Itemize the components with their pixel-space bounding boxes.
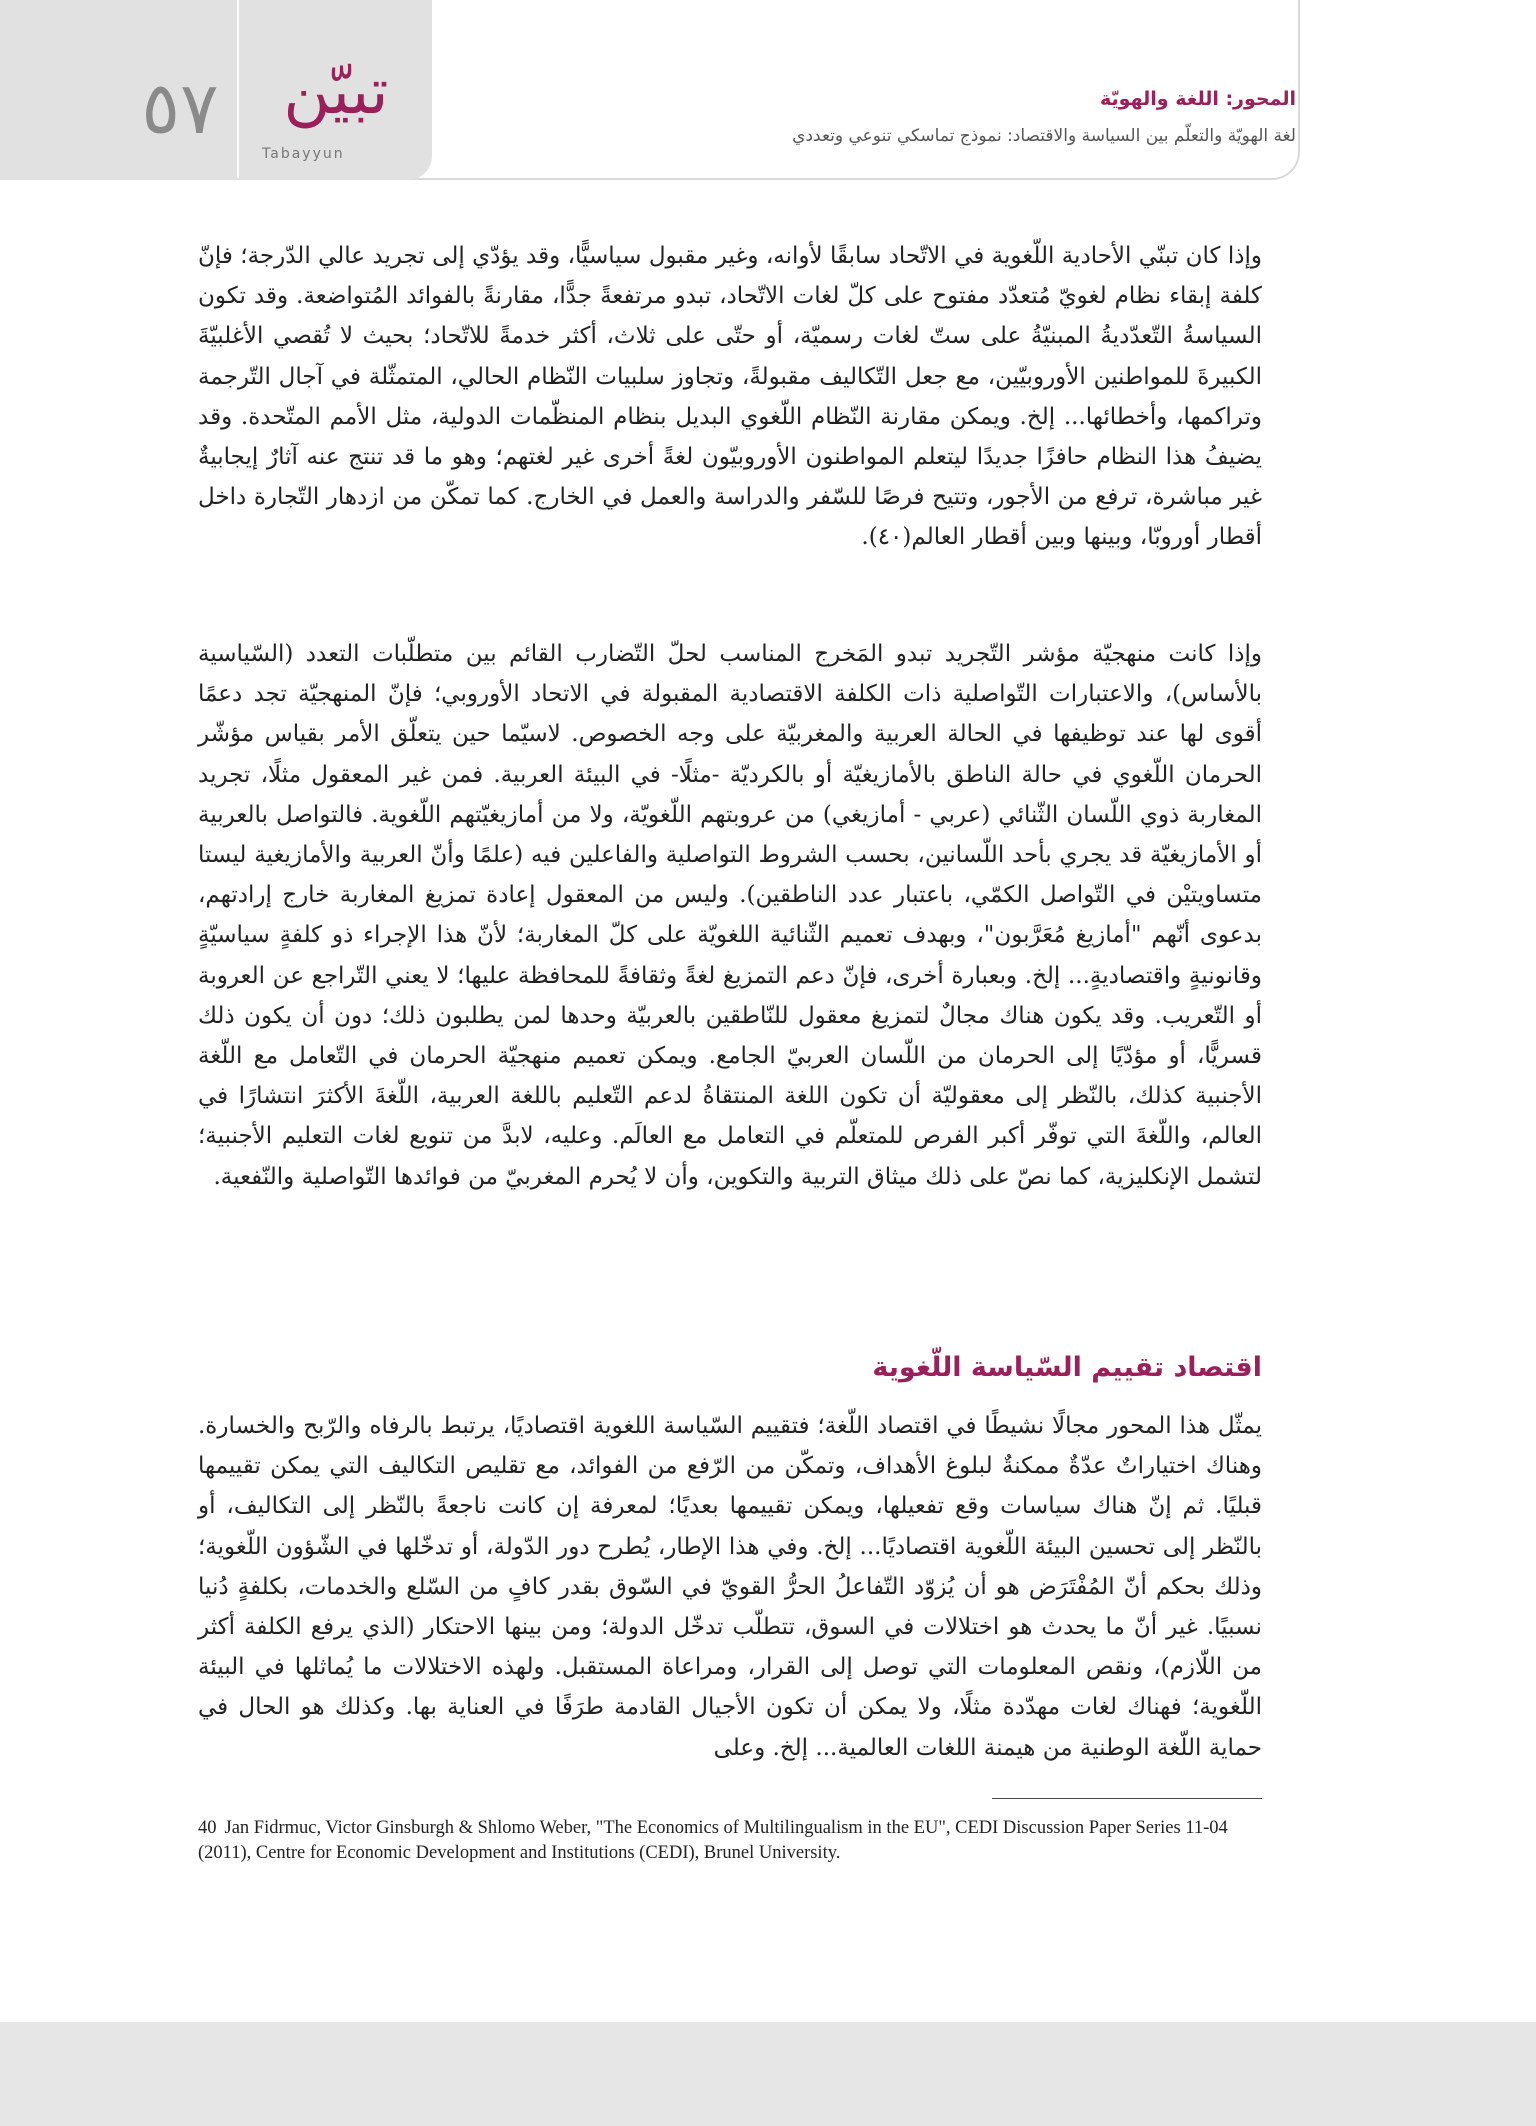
paragraph: يمثّل هذا المحور مجالًا نشيطًا في اقتصاد اللّغة؛ فتقييم السّياسة اللغوية اقتصاديًا، يرتبط بالرفاه والرّبح والخسارة. وهناك اختياراتٌ عدّةٌ ممكنةٌ لبلوغ الأهداف، وتمكّن من الرّفع من الفوائد، مع تقليص التكاليف التي يمكن تقييمها قبليًا. ثم إنّ هناك سياسات وقع تفعيلها، ويمكن تقييمها بعديًا؛ لمعرفة إن كانت ناجعةً بالنّظر إلى التكاليف، أو بالنّظر إلى تحسين البيئة اللّغوية اقتصاديًا... إلخ. وفي هذا الإطار، يُطرح دور الدّولة، أو تدخّلها في الشّؤون اللّغوية؛ وذلك بحكم أنّ المُفْتَرَض هو أن يُزوّد التّفاعلُ الحرُّ القويّ في السّوق بقدر كافٍ من السّلع والخدمات، بكلفةٍ دُنيا نسبيًا. غير أنّ ما يحدث هو اختلالات في السوق، تتطلّب تدخّل الدولة؛ ومن بينها الاحتكار (الذي يرفع الكلفة أكثر من اللّازم)، ونقص المعلومات التي توصل إلى القرار، ومراعاة المستقبل. ولهذه الاختلالات ما يُماثلها في البيئة اللّغوية؛ فهناك لغات مهدّدة مثلًا، ولا يمكن أن تكون الأجيال القادمة طرَفًا في العناية بها. وكذلك هو الحال في حماية اللّغة الوطنية من هيمنة اللغات العالمية... إلخ. وعلى bbox=[198, 1413, 1262, 1761]
paragraph: وإذا كان تبنّي الأحادية اللّغوية في الاتّحاد سابقًا لأوانه، وغير مقبول سياسيًّا، وقد يؤدّي إلى تجريد عالي الدّرجة؛ فإنّ كلفة إبقاء نظام لغويّ مُتعدّد مفتوح على كلّ لغات الاتّحاد، تبدو مرتفعةً جدًّا، مقارنةً بالفوائد المُتواضعة. وقد تكون السياسةُ التّعدّديةُ المبنيّةُ على ستّ لغات رسميّة، أو حتّى على ثلاث، أكثر خدمةً للاتّحاد؛ بحيث لا تُقصي الأغلبيّةَ الكبيرةَ للمواطنين الأوروبيّين، مع جعل التّكاليف مقبولةً، وتجاوز سلبيات النّظام الحالي، المتمثّلة في آجال التّرجمة وتراكمها، وأخطائها... إلخ. ويمكن مقارنة النّظام اللّغوي البديل بنظام المنظّمات الدولية، مثل الأمم المتّحدة. وقد يضيفُ هذا النظام حافزًا جديدًا ليتعلم المواطنون الأوروبيّون لغةً أخرى غير لغتهم؛ وهو ما قد تنتج عنه آثارٌ إيجابيةٌ غير مباشرة، ترفع من الأجور، وتتيح فرصًا للسّفر والدراسة والعمل في الخارج. كما تمكّن من ازدهار التّجارة داخل أقطار أوروبّا، وبينها وبين أقطار العالم(٤٠). bbox=[198, 243, 1262, 551]
journal-logo bbox=[256, 55, 416, 162]
article-subtitle: لغة الهويّة والتعلّم بين السياسة والاقتصاد: نموذج تماسكي تنوعي وتعددي bbox=[792, 126, 1296, 146]
footnote bbox=[198, 1816, 1262, 1866]
header-divider bbox=[237, 0, 239, 178]
page-bottom-band bbox=[0, 2022, 1536, 2126]
axis-title: المحور: اللغة والهويّة bbox=[1100, 88, 1296, 110]
logo-arabic-text: تبيّن bbox=[283, 55, 389, 129]
footnote-number: 40 bbox=[198, 1818, 217, 1838]
footnote-divider bbox=[992, 1798, 1262, 1799]
paragraph: وإذا كانت منهجيّة مؤشر التّجريد تبدو المَخرج المناسب لحلّ التّضارب القائم بين متطلّبات التعدد (السّياسية بالأساس)، والاعتبارات التّواصلية ذات الكلفة الاقتصادية المقبولة في الاتحاد الأوروبي؛ فإنّ المنهجيّة تجد دعمًا أقوى لها عند توظيفها في الحالة العربية والمغربيّة على وجه الخصوص. لاسيّما حين يتعلّق الأمر بقياس مؤشّر الحرمان اللّغوي في حالة الناطق بالأمازيغيّة أو بالكرديّة -مثلًا- في البيئة العربية. فمن غير المعقول مثلًا، تجريد المغاربة ذوي اللّسان الثّنائي (عربي - أمازيغي) من عروبتهم اللّغويّة، ولا من أمازيغيّتهم اللّغوية. فالتواصل بالعربية أو الأمازيغيّة قد يجري بأحد اللّسانين، بحسب الشروط التواصلية والفاعلين فيه (علمًا وأنّ العربية والأمازيغية ليستا متساويتيْن في التّواصل الكمّي، باعتبار عدد الناطقين). وليس من المعقول إعادة تمزيغ المغاربة خارج إرادتهم، بدعوى أنّهم "أمازيغ مُعَرَّبون"، وبهدف تعميم الثّنائية اللغويّة على كلّ المغاربة؛ لأنّ هذا الإجراء ذو كلفةٍ سياسيّةٍ وقانونيةٍ واقتصاديةٍ... إلخ. وبعبارة أخرى، فإنّ دعم التمزيغ لغةً وثقافةً للمحافظة عليها؛ لا يعني التّراجع عن العروبة أو التّعريب. وقد يكون هناك مجالٌ لتمزيغ معقول للنّاطقين بالعربيّة وحدها لمن يطلبون ذلك؛ دون أن يكون ذلك قسريًّا، أو مؤدّيًا إلى الحرمان من اللّسان العربيّ الجامع. ويمكن تعميم منهجيّة الحرمان في التّعامل مع اللّغة الأجنبية كذلك، بالنّظر إلى معقوليّة أن تكون اللغة المنتقاةُ لدعم التّعليم باللغة العربية، اللّغةَ الأكثرَ انتشارًا في العالم، واللّغةَ التي توفّر أكبر الفرص للمتعلّم في التعامل مع العالَم. وعليه، لابدَّ من تنويع لغات التعليم الأجنبية؛ لتشمل الإنكليزية، كما نصّ على ذلك ميثاق التربية والتكوين، وأن لا يُحرم المغربيّ من فوائدها التّواصلية والنّفعية. bbox=[198, 641, 1262, 1190]
footnote-text: Jan Fidrmuc, Victor Ginsburgh & Shlomo Weber, "The Economics of Multilingualism in the EU", CEDI Discussion Paper Series 11-04 (2011), Centre for Economic Development and Institutions (CEDI), Brunel University. bbox=[198, 1818, 1228, 1863]
logo-latin-text: Tabayyun bbox=[262, 146, 345, 162]
page-number: ٥٧ bbox=[141, 66, 219, 150]
section-heading: اقتصاد تقييم السّياسة اللّغوية bbox=[872, 1352, 1262, 1383]
